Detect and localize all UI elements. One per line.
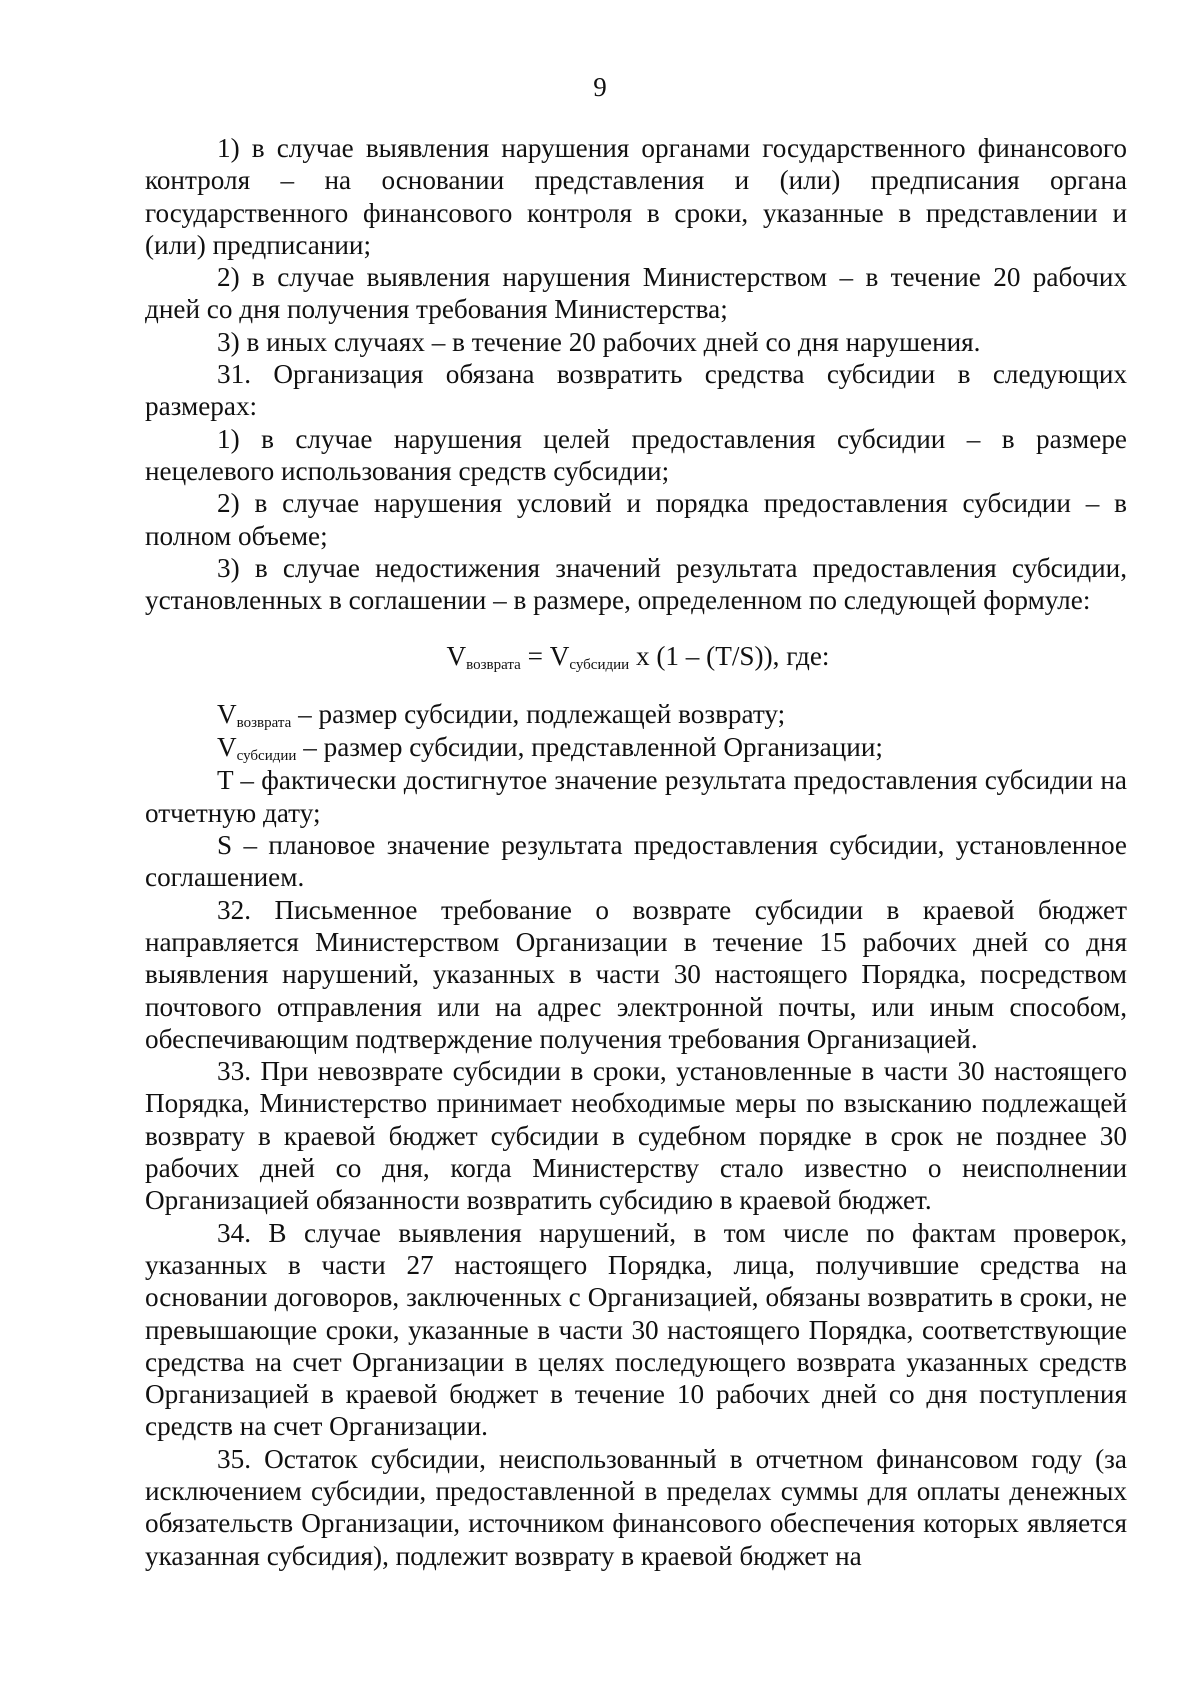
definition-subscript: субсидии [236,748,297,765]
paragraph: 31. Организация обязана возвратить средства субсидии в следующих размерах: [145,359,1127,422]
definition-text: – размер субсидии, подлежащей возврату; [291,699,786,730]
formula [145,639,1127,673]
paragraph: 35. Остаток субсидии, неиспользованный в отчетном финансовом году (за исключением субсидии, предоставленной в пределах суммы для оплаты денежных обязательств Организации, источником финансового обеспечения которых является указанная субсидия), подлежит возврату в краевой бюджет на [145,1443,1127,1571]
paragraph: 3) в иных случаях – в течение 20 рабочих дней со дня нарушения. [217,326,981,357]
formula-rest: х (1 – (T/S)), где: [629,641,830,672]
definition-s: S – плановое значение результата предоставления субсидии, установленное соглашением. [145,830,1127,893]
paragraph: 34. В случае выявления нарушений, в том числе по фактам проверок, указанных в части 27 настоящего Порядка, лица, получившие средства на основании договоров, заключенных с Организацией, обязаны возвратить в сроки, не превышающие сроки, указанные в части 30 настоящего Порядка, соответствующие средства на счет Организации в целях последующего возврата указанных средств Организацией в краевой бюджет в течение 10 рабочих дней со дня поступления средств на счет Организации. [145,1217,1127,1442]
definition-subscript: возврата [236,715,292,732]
paragraph: 1) в случае нарушения целей предоставления субсидии – в размере нецелевого использования средств субсидии; [145,423,1127,486]
formula-v-symbol-2: V [549,641,570,672]
definition-text: – размер субсидии, представленной Организации; [296,732,883,763]
formula-v-return-subscript: возврата [466,657,521,674]
paragraph: 32. Письменное требование о возврате субсидии в краевой бюджет направляется Министерством Организации в течение 15 рабочих дней со дня выявления нарушений, указанных в части 30 настоящего Порядка, посредством почтового отправления или на адрес электронной почты, или иным способом, обеспечивающим подтверждение получения требования Организацией. [145,894,1127,1054]
formula-v-subsidy-subscript: субсидии [569,657,630,674]
paragraph: 2) в случае нарушения условий и порядка предоставления субсидии – в полном объеме; [145,488,1127,551]
formula-v-symbol: V [446,641,467,672]
paragraph: 1) в случае выявления нарушения органами государственного финансового контроля – на основании представления и (или) предписания органа государственного финансового контроля в сроки, указанные в представлении и (или) предписании; [145,133,1127,260]
definition-v-return [145,698,1127,731]
paragraph: 33. При невозврате субсидии в сроки, установленные в части 30 настоящего Порядка, Министерство принимает необходимые меры по взысканию подлежащей возврату в краевой бюджет субсидии в судебном порядке в срок не позднее 30 рабочих дней со дня, когда Министерству стало известно о неисполнении Организацией обязанности возвратить субсидию в краевой бюджет. [145,1056,1127,1216]
paragraph: 3) в случае недостижения значений результата предоставления субсидии, установленных в соглашении – в размере, определенном по следующей формуле: [145,552,1127,616]
definition-v-subsidy [145,731,1127,764]
definition-t: T – фактически достигнутое значение результата предоставления субсидии на отчетную дату; [145,765,1127,828]
page-number: 9 [593,72,607,102]
definition-symbol: V [217,699,237,730]
definition-symbol: V [217,732,237,763]
document-body [145,132,1127,1572]
paragraph: 2) в случае выявления нарушения Министерством – в течение 20 рабочих дней со дня получения требования Министерства; [145,262,1127,325]
formula-equals: = [520,641,550,672]
